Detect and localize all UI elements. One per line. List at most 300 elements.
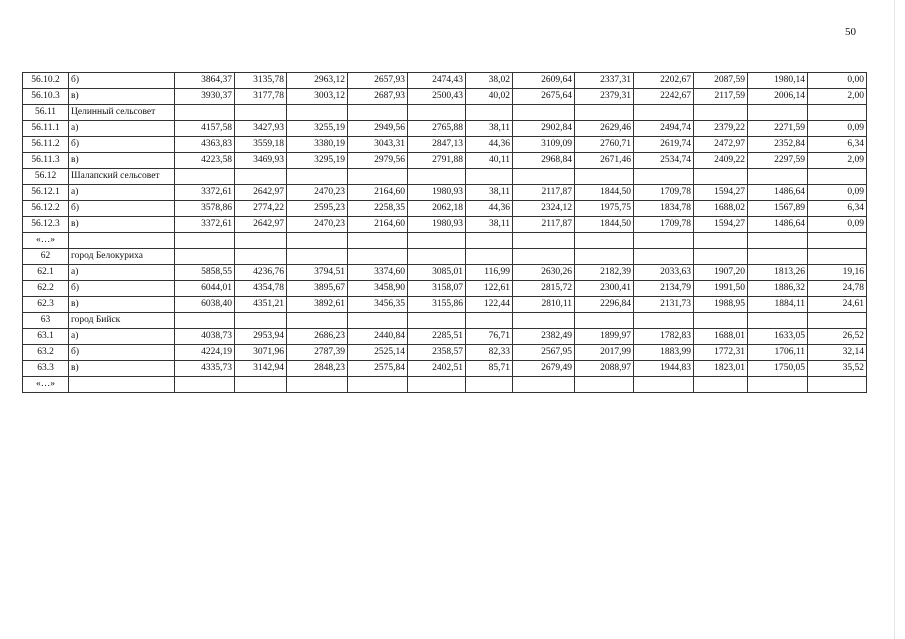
row-label-cell: город Белокуриха (69, 249, 175, 265)
value-cell: 26,52 (808, 329, 867, 345)
row-code-cell: 63 (23, 313, 69, 329)
value-cell: 2630,26 (513, 265, 575, 281)
value-cell: 2474,43 (408, 73, 466, 89)
value-cell: 1884,11 (748, 297, 808, 313)
value-cell (175, 169, 235, 185)
value-cell: 1594,27 (694, 217, 748, 233)
value-cell: 3043,31 (348, 137, 408, 153)
value-cell: 2242,67 (634, 89, 694, 105)
value-cell: 4157,58 (175, 121, 235, 137)
value-cell: 3372,61 (175, 217, 235, 233)
value-cell: 6038,40 (175, 297, 235, 313)
value-cell: 2949,56 (348, 121, 408, 137)
value-cell: 2686,23 (287, 329, 348, 345)
value-cell: 3135,78 (235, 73, 287, 89)
value-cell (748, 249, 808, 265)
value-cell: 3895,67 (287, 281, 348, 297)
value-cell: 35,52 (808, 361, 867, 377)
value-cell (694, 233, 748, 249)
value-cell: 4223,58 (175, 153, 235, 169)
value-cell: 2134,79 (634, 281, 694, 297)
value-cell (513, 377, 575, 393)
value-cell (808, 233, 867, 249)
value-cell: 3456,35 (348, 297, 408, 313)
value-cell: 122,44 (466, 297, 513, 313)
value-cell: 2379,31 (575, 89, 634, 105)
table-row (23, 201, 867, 217)
value-cell (408, 313, 466, 329)
value-cell: 2088,97 (575, 361, 634, 377)
value-cell: 1486,64 (748, 185, 808, 201)
value-cell: 1688,02 (694, 201, 748, 217)
table-row (23, 73, 867, 89)
row-code-cell: 63.3 (23, 361, 69, 377)
value-cell: 2271,59 (748, 121, 808, 137)
value-cell (748, 313, 808, 329)
value-cell (348, 233, 408, 249)
value-cell (808, 249, 867, 265)
value-cell (575, 377, 634, 393)
value-cell: 6,34 (808, 201, 867, 217)
value-cell: 2117,59 (694, 89, 748, 105)
row-code-cell: 62 (23, 249, 69, 265)
value-cell: 2902,84 (513, 121, 575, 137)
table-row (23, 265, 867, 281)
value-cell (287, 377, 348, 393)
value-cell: 2117,87 (513, 217, 575, 233)
row-label-cell: в) (69, 217, 175, 233)
value-cell: 2774,22 (235, 201, 287, 217)
value-cell: 44,36 (466, 201, 513, 217)
table-row (23, 361, 867, 377)
value-cell: 1883,99 (634, 345, 694, 361)
value-cell: 3085,01 (408, 265, 466, 281)
value-cell: 19,16 (808, 265, 867, 281)
table-row (23, 313, 867, 329)
value-cell: 2117,87 (513, 185, 575, 201)
value-cell: 3255,19 (287, 121, 348, 137)
value-cell: 2848,23 (287, 361, 348, 377)
value-cell: 2006,14 (748, 89, 808, 105)
value-cell: 1594,27 (694, 185, 748, 201)
row-label-cell: б) (69, 137, 175, 153)
value-cell (694, 105, 748, 121)
value-cell (513, 233, 575, 249)
value-cell (634, 249, 694, 265)
table-row (23, 345, 867, 361)
value-cell (175, 313, 235, 329)
row-label-cell: в) (69, 153, 175, 169)
value-cell: 2979,56 (348, 153, 408, 169)
value-cell: 2687,93 (348, 89, 408, 105)
row-code-cell: 56.12.2 (23, 201, 69, 217)
row-code-cell: 62.2 (23, 281, 69, 297)
value-cell: 2679,49 (513, 361, 575, 377)
value-cell: 40,11 (466, 153, 513, 169)
row-label-cell: а) (69, 121, 175, 137)
value-cell (287, 105, 348, 121)
value-cell: 2500,43 (408, 89, 466, 105)
page-edge-rule (894, 0, 895, 639)
value-cell: 2358,57 (408, 345, 466, 361)
value-cell (634, 313, 694, 329)
row-label-cell: б) (69, 345, 175, 361)
value-cell: 3155,86 (408, 297, 466, 313)
value-cell (694, 249, 748, 265)
value-cell: 1567,89 (748, 201, 808, 217)
value-cell: 40,02 (466, 89, 513, 105)
value-cell (235, 313, 287, 329)
row-label-cell: б) (69, 281, 175, 297)
value-cell: 2815,72 (513, 281, 575, 297)
row-code-cell: «…» (23, 377, 69, 393)
value-cell: 2297,59 (748, 153, 808, 169)
value-cell: 4224,19 (175, 345, 235, 361)
value-cell (748, 105, 808, 121)
value-cell: 2324,12 (513, 201, 575, 217)
value-cell (408, 169, 466, 185)
value-cell: 76,71 (466, 329, 513, 345)
table-row (23, 89, 867, 105)
table-row (23, 249, 867, 265)
value-cell: 1980,93 (408, 217, 466, 233)
value-cell: 2440,84 (348, 329, 408, 345)
value-cell: 1980,14 (748, 73, 808, 89)
value-cell: 0,00 (808, 73, 867, 89)
value-cell: 1813,26 (748, 265, 808, 281)
value-cell: 3374,60 (348, 265, 408, 281)
value-cell: 2810,11 (513, 297, 575, 313)
row-label-cell: Целинный сельсовет (69, 105, 175, 121)
value-cell (348, 249, 408, 265)
value-cell: 1944,83 (634, 361, 694, 377)
value-cell: 32,14 (808, 345, 867, 361)
row-code-cell: 56.12.1 (23, 185, 69, 201)
row-code-cell: 63.1 (23, 329, 69, 345)
row-code-cell: «…» (23, 233, 69, 249)
row-label-cell (69, 233, 175, 249)
value-cell: 2472,97 (694, 137, 748, 153)
value-cell: 1844,50 (575, 217, 634, 233)
row-code-cell: 63.2 (23, 345, 69, 361)
value-cell (808, 377, 867, 393)
value-cell: 1991,50 (694, 281, 748, 297)
value-cell: 3458,90 (348, 281, 408, 297)
value-cell: 1750,05 (748, 361, 808, 377)
value-cell: 1688,01 (694, 329, 748, 345)
value-cell (513, 105, 575, 121)
value-cell: 2131,73 (634, 297, 694, 313)
value-cell: 1709,78 (634, 217, 694, 233)
value-cell (175, 377, 235, 393)
value-cell: 2382,49 (513, 329, 575, 345)
value-cell: 1709,78 (634, 185, 694, 201)
value-cell (235, 169, 287, 185)
value-cell: 0,09 (808, 217, 867, 233)
value-cell (235, 105, 287, 121)
value-cell: 1782,83 (634, 329, 694, 345)
row-code-cell: 56.11.2 (23, 137, 69, 153)
row-label-cell: в) (69, 297, 175, 313)
value-cell (348, 105, 408, 121)
value-cell (408, 377, 466, 393)
value-cell: 1988,95 (694, 297, 748, 313)
value-cell: 38,11 (466, 185, 513, 201)
value-cell: 3930,37 (175, 89, 235, 105)
value-cell: 1633,05 (748, 329, 808, 345)
value-cell: 2657,93 (348, 73, 408, 89)
value-cell: 3469,93 (235, 153, 287, 169)
value-cell (808, 105, 867, 121)
value-cell (808, 313, 867, 329)
value-cell: 122,61 (466, 281, 513, 297)
value-cell (348, 169, 408, 185)
row-code-cell: 56.10.2 (23, 73, 69, 89)
table-row (23, 281, 867, 297)
value-cell: 2164,60 (348, 217, 408, 233)
value-cell: 2296,84 (575, 297, 634, 313)
value-cell: 1823,01 (694, 361, 748, 377)
value-cell: 2062,18 (408, 201, 466, 217)
table-row (23, 329, 867, 345)
value-cell: 3295,19 (287, 153, 348, 169)
value-cell: 2963,12 (287, 73, 348, 89)
value-cell (634, 169, 694, 185)
value-cell (634, 233, 694, 249)
value-cell: 2202,67 (634, 73, 694, 89)
value-cell (408, 105, 466, 121)
row-code-cell: 56.12.3 (23, 217, 69, 233)
value-cell: 3003,12 (287, 89, 348, 105)
value-cell: 2968,84 (513, 153, 575, 169)
value-cell (748, 377, 808, 393)
table-body (23, 73, 867, 393)
value-cell: 6044,01 (175, 281, 235, 297)
value-cell: 3177,78 (235, 89, 287, 105)
value-cell: 1844,50 (575, 185, 634, 201)
table-row (23, 297, 867, 313)
value-cell: 2285,51 (408, 329, 466, 345)
value-cell: 4351,21 (235, 297, 287, 313)
value-cell: 2791,88 (408, 153, 466, 169)
value-cell: 3380,19 (287, 137, 348, 153)
value-cell (175, 233, 235, 249)
value-cell (634, 105, 694, 121)
value-cell: 3142,94 (235, 361, 287, 377)
value-cell (348, 377, 408, 393)
row-code-cell: 56.10.3 (23, 89, 69, 105)
value-cell (287, 233, 348, 249)
value-cell: 1886,32 (748, 281, 808, 297)
value-cell: 1975,75 (575, 201, 634, 217)
value-cell (575, 233, 634, 249)
value-cell (235, 377, 287, 393)
value-cell: 4038,73 (175, 329, 235, 345)
row-label-cell: в) (69, 361, 175, 377)
value-cell (466, 313, 513, 329)
table-row (23, 217, 867, 233)
value-cell: 3794,51 (287, 265, 348, 281)
row-code-cell: 56.11.3 (23, 153, 69, 169)
value-cell: 3559,18 (235, 137, 287, 153)
value-cell (634, 377, 694, 393)
table-row (23, 377, 867, 393)
value-cell (513, 249, 575, 265)
row-code-cell: 56.11.1 (23, 121, 69, 137)
value-cell: 3109,09 (513, 137, 575, 153)
value-cell: 2525,14 (348, 345, 408, 361)
value-cell: 4354,78 (235, 281, 287, 297)
value-cell: 1772,31 (694, 345, 748, 361)
value-cell: 116,99 (466, 265, 513, 281)
value-cell: 2760,71 (575, 137, 634, 153)
value-cell: 2675,64 (513, 89, 575, 105)
row-code-cell: 56.12 (23, 169, 69, 185)
value-cell: 2671,46 (575, 153, 634, 169)
value-cell: 4335,73 (175, 361, 235, 377)
row-code-cell: 62.1 (23, 265, 69, 281)
value-cell: 2,09 (808, 153, 867, 169)
table-row (23, 121, 867, 137)
value-cell: 1980,93 (408, 185, 466, 201)
value-cell: 4363,83 (175, 137, 235, 153)
value-cell (748, 169, 808, 185)
value-cell (235, 233, 287, 249)
value-cell: 2494,74 (634, 121, 694, 137)
row-label-cell: б) (69, 73, 175, 89)
value-cell (287, 169, 348, 185)
value-cell (175, 249, 235, 265)
value-cell: 1486,64 (748, 217, 808, 233)
row-label-cell: б) (69, 201, 175, 217)
value-cell: 2352,84 (748, 137, 808, 153)
value-cell: 2017,99 (575, 345, 634, 361)
value-cell (694, 169, 748, 185)
table-row (23, 169, 867, 185)
value-cell: 2258,35 (348, 201, 408, 217)
value-cell: 1907,20 (694, 265, 748, 281)
value-cell: 2787,39 (287, 345, 348, 361)
value-cell: 3372,61 (175, 185, 235, 201)
value-cell: 4236,76 (235, 265, 287, 281)
value-cell (466, 105, 513, 121)
value-cell: 5858,55 (175, 265, 235, 281)
value-cell (348, 313, 408, 329)
table-row (23, 105, 867, 121)
value-cell: 82,33 (466, 345, 513, 361)
value-cell (513, 169, 575, 185)
value-cell: 2619,74 (634, 137, 694, 153)
value-cell: 2609,64 (513, 73, 575, 89)
value-cell: 2,00 (808, 89, 867, 105)
value-cell: 24,61 (808, 297, 867, 313)
value-cell (175, 105, 235, 121)
value-cell: 24,78 (808, 281, 867, 297)
row-label-cell (69, 377, 175, 393)
value-cell: 2595,23 (287, 201, 348, 217)
value-cell: 1899,97 (575, 329, 634, 345)
value-cell: 1834,78 (634, 201, 694, 217)
value-cell: 6,34 (808, 137, 867, 153)
row-label-cell: город Бийск (69, 313, 175, 329)
value-cell: 38,11 (466, 217, 513, 233)
value-cell: 38,02 (466, 73, 513, 89)
value-cell: 2164,60 (348, 185, 408, 201)
value-cell: 2642,97 (235, 185, 287, 201)
value-cell: 3158,07 (408, 281, 466, 297)
value-cell: 38,11 (466, 121, 513, 137)
tariff-table (22, 72, 867, 393)
value-cell (513, 313, 575, 329)
row-code-cell: 56.11 (23, 105, 69, 121)
value-cell (287, 249, 348, 265)
value-cell: 2642,97 (235, 217, 287, 233)
value-cell: 2087,59 (694, 73, 748, 89)
value-cell (694, 313, 748, 329)
value-cell: 2534,74 (634, 153, 694, 169)
value-cell: 2337,31 (575, 73, 634, 89)
table-row (23, 185, 867, 201)
value-cell (408, 249, 466, 265)
value-cell: 2470,23 (287, 217, 348, 233)
value-cell (466, 377, 513, 393)
value-cell: 3578,86 (175, 201, 235, 217)
value-cell: 2300,41 (575, 281, 634, 297)
value-cell (466, 233, 513, 249)
value-cell (575, 313, 634, 329)
value-cell: 2033,63 (634, 265, 694, 281)
value-cell (287, 313, 348, 329)
value-cell: 2379,22 (694, 121, 748, 137)
value-cell: 2575,84 (348, 361, 408, 377)
value-cell: 2953,94 (235, 329, 287, 345)
value-cell: 2470,23 (287, 185, 348, 201)
value-cell (408, 233, 466, 249)
value-cell (808, 169, 867, 185)
page-number: 50 (845, 26, 856, 38)
row-label-cell: а) (69, 185, 175, 201)
value-cell: 2402,51 (408, 361, 466, 377)
value-cell: 0,09 (808, 185, 867, 201)
row-label-cell: а) (69, 265, 175, 281)
row-label-cell: Шалапский сельсовет (69, 169, 175, 185)
value-cell: 2182,39 (575, 265, 634, 281)
value-cell (575, 249, 634, 265)
row-label-cell: в) (69, 89, 175, 105)
row-label-cell: а) (69, 329, 175, 345)
value-cell (466, 249, 513, 265)
value-cell (235, 249, 287, 265)
table-row (23, 153, 867, 169)
value-cell: 0,09 (808, 121, 867, 137)
value-cell: 2567,95 (513, 345, 575, 361)
value-cell: 2409,22 (694, 153, 748, 169)
value-cell (575, 169, 634, 185)
value-cell: 2847,13 (408, 137, 466, 153)
value-cell (748, 233, 808, 249)
value-cell: 1706,11 (748, 345, 808, 361)
value-cell: 3427,93 (235, 121, 287, 137)
value-cell: 44,36 (466, 137, 513, 153)
value-cell: 2629,46 (575, 121, 634, 137)
value-cell: 3864,37 (175, 73, 235, 89)
value-cell: 3071,96 (235, 345, 287, 361)
value-cell (694, 377, 748, 393)
value-cell (466, 169, 513, 185)
table-row (23, 137, 867, 153)
value-cell (575, 105, 634, 121)
row-code-cell: 62.3 (23, 297, 69, 313)
